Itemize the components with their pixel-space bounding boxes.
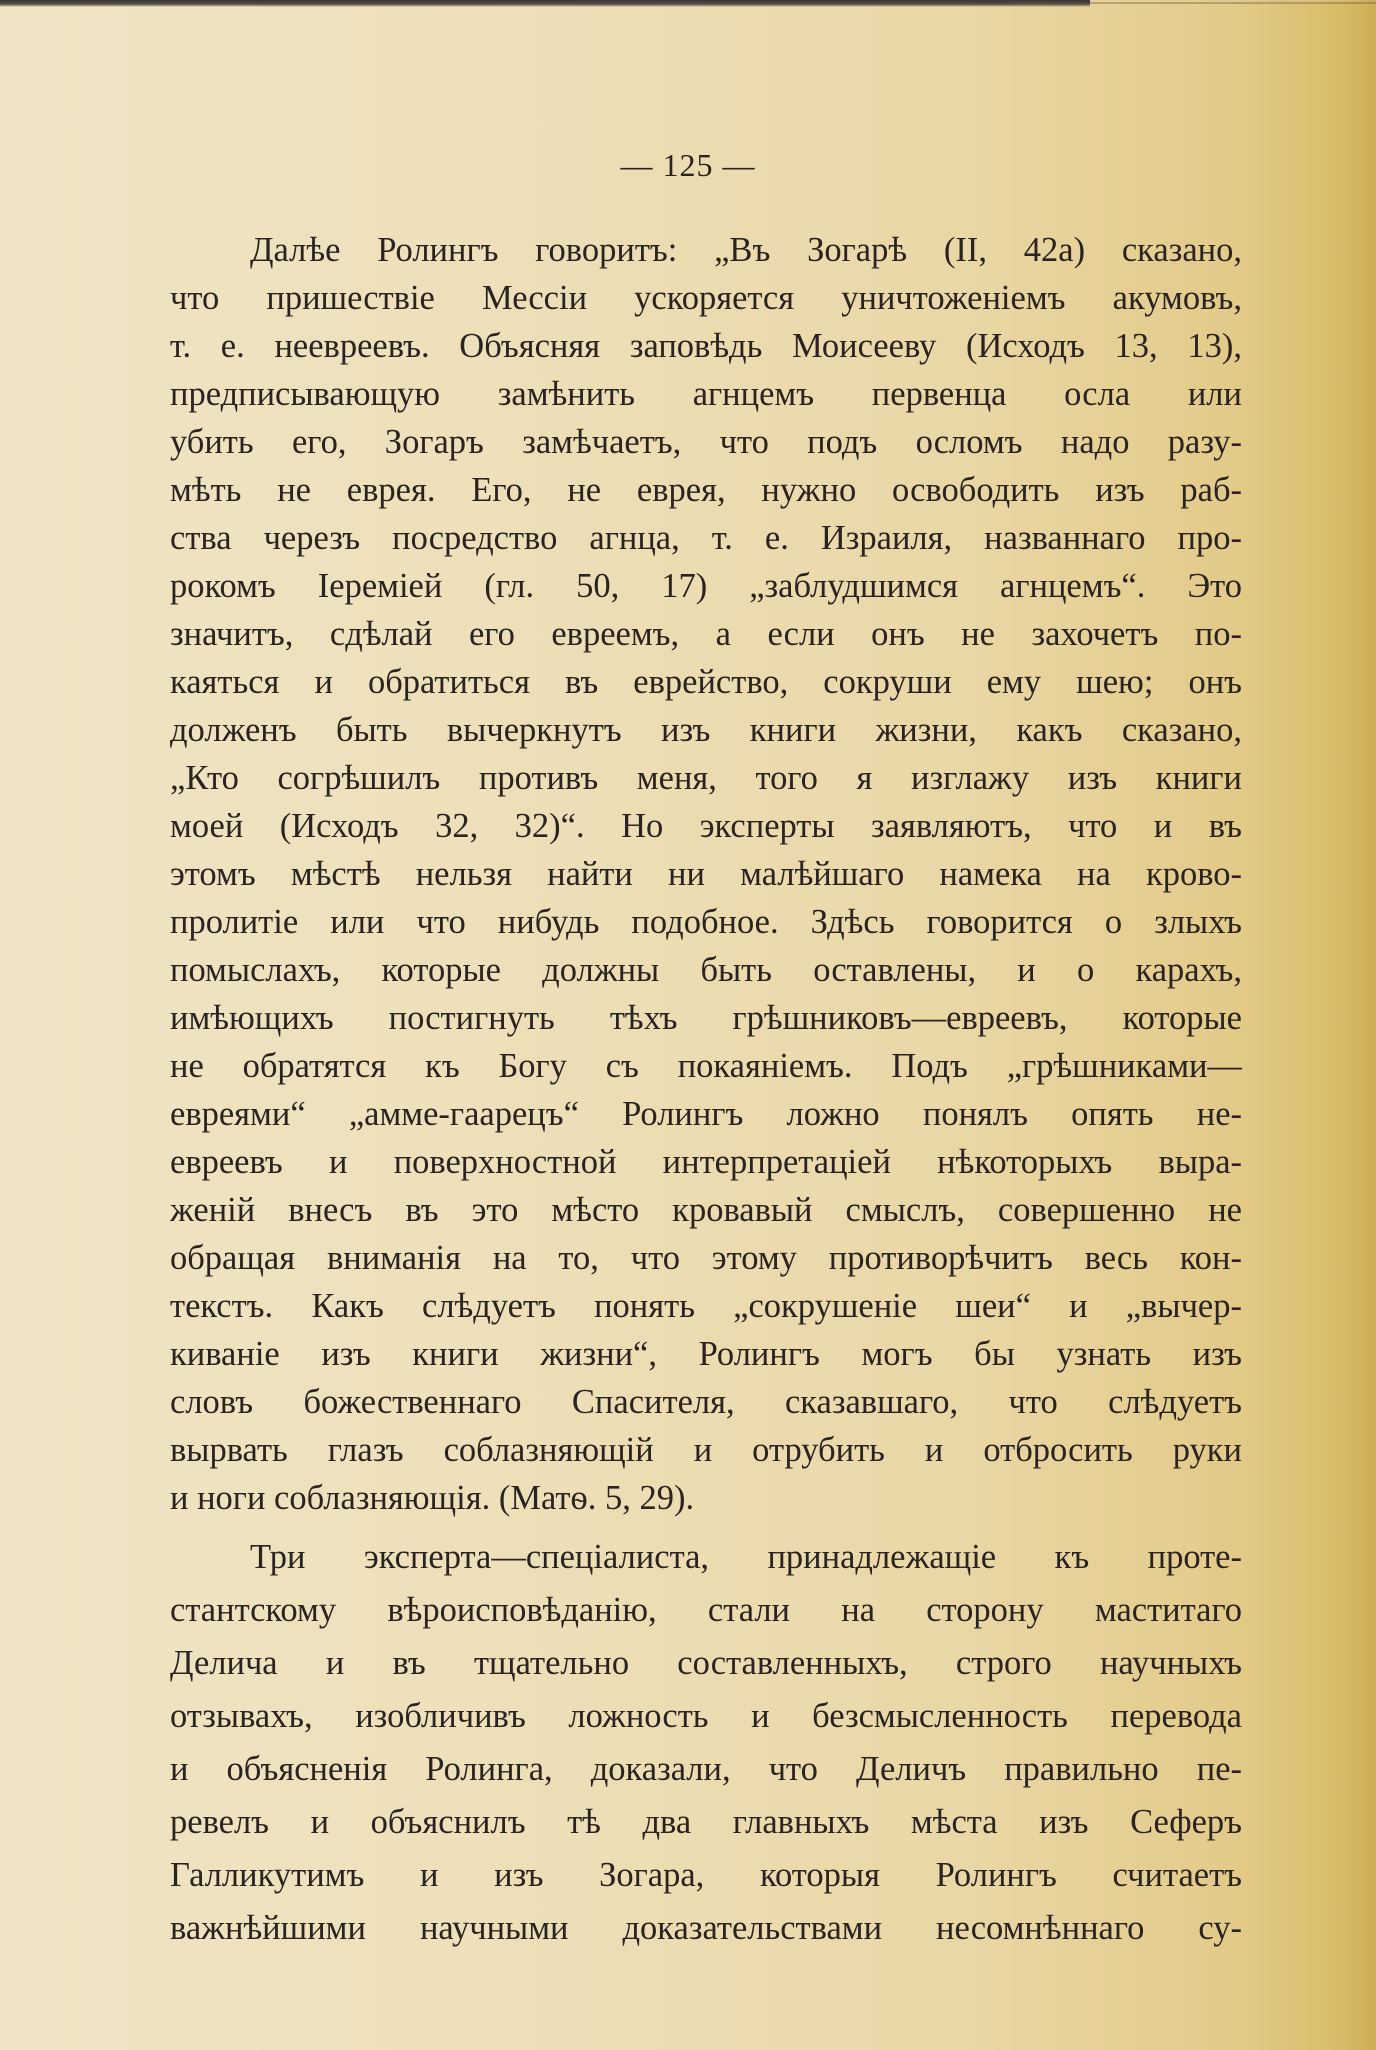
paragraph-2: [170, 1531, 1242, 1955]
text-line: и ноги соблазняющія. (Матѳ. 5, 29).: [170, 1479, 695, 1517]
text-line: моей (Исходъ 32, 32)“. Но эксперты заявляютъ, что и въ: [170, 807, 1242, 845]
text-line: этомъ мѣстѣ нельзя найти ни малѣйшаго намека на крово-: [170, 855, 1242, 893]
text-line: пролитіе или что нибудь подобное. Здѣсь говорится о злыхъ: [170, 903, 1242, 941]
text-line: т. е. неевреевъ. Объясняя заповѣдь Моисееву (Исходъ 13, 13),: [170, 327, 1242, 365]
paragraph-1: [170, 226, 1242, 1522]
text-line: „Кто согрѣшилъ противъ меня, того я изглажу изъ книги: [170, 759, 1242, 797]
text-line: вырвать глазъ соблазняющій и отрубить и отбросить руки: [170, 1431, 1242, 1469]
text-line: рокомъ Іереміей (гл. 50, 17) „заблудшимся агнцемъ“. Это: [170, 567, 1242, 605]
text-line: Галликутимъ и изъ Зогара, которыя Ролингъ считаетъ: [170, 1856, 1242, 1894]
text-line: евреями“ „амме-гаарецъ“ Ролингъ ложно понялъ опять не-: [170, 1095, 1242, 1133]
text-line: киваніе изъ книги жизни“, Ролингъ могъ бы узнать изъ: [170, 1335, 1242, 1373]
text-line: отзывахъ, изобличивъ ложность и безсмысленность перевода: [170, 1697, 1242, 1735]
top-border-edge: [1090, 2, 1376, 4]
text-line: имѣющихъ постигнуть тѣхъ грѣшниковъ—евреевъ, которые: [170, 999, 1242, 1037]
text-line: убить его, Зогаръ замѣчаетъ, что подъ осломъ надо разу-: [170, 423, 1242, 461]
text-line: каяться и обратиться въ еврейство, сокруши ему шею; онъ: [170, 663, 1242, 701]
text-line: обращая вниманія на то, что этому противорѣчитъ весь кон-: [170, 1239, 1242, 1277]
text-line: предписывающую замѣнить агнцемъ первенца осла или: [170, 375, 1242, 413]
text-line: ревелъ и объяснилъ тѣ два главныхъ мѣста изъ Сеферъ: [170, 1803, 1242, 1841]
text-line: долженъ быть вычеркнутъ изъ книги жизни, какъ сказано,: [170, 711, 1242, 749]
text-line: ства черезъ посредство агнца, т. е. Израиля, названнаго про-: [170, 519, 1242, 557]
text-line: важнѣйшими научными доказательствами несомнѣннаго су-: [170, 1909, 1242, 1947]
text-line: стантскому вѣроисповѣданію, стали на сторону маститаго: [170, 1591, 1242, 1629]
text-line: текстъ. Какъ слѣдуетъ понять „сокрушеніе шеи“ и „вычер-: [170, 1287, 1242, 1325]
text-line: Три эксперта—спеціалиста, принадлежащіе къ проте-: [250, 1538, 1242, 1576]
text-line: словъ божественнаго Спасителя, сказавшаго, что слѣдуетъ: [170, 1383, 1242, 1421]
text-line: значитъ, сдѣлай его евреемъ, а если онъ не захочетъ по-: [170, 615, 1242, 653]
page-number: — 125 —: [620, 147, 756, 183]
text-line: мѣть не еврея. Его, не еврея, нужно освободить изъ раб-: [170, 471, 1242, 509]
text-line: Делича и въ тщательно составленныхъ, строго научныхъ: [170, 1644, 1242, 1682]
text-line: не обратятся къ Богу съ покаяніемъ. Подъ „грѣшниками—: [170, 1047, 1242, 1085]
top-border: [0, 0, 1090, 7]
text-line: женій внесъ въ это мѣсто кровавый смыслъ, совершенно не: [170, 1191, 1242, 1229]
text-line: и объясненія Ролинга, доказали, что Деличъ правильно пе-: [170, 1750, 1242, 1788]
text-line: помыслахъ, которые должны быть оставлены, и о карахъ,: [170, 951, 1242, 989]
text-line: Далѣе Ролингъ говоритъ: „Въ Зогарѣ (II, 42a) сказано,: [250, 231, 1242, 269]
text-line: евреевъ и поверхностной интерпретаціей нѣкоторыхъ выра-: [170, 1143, 1242, 1181]
text-line: что пришествіе Мессіи ускоряется уничтоженіемъ акумовъ,: [170, 279, 1242, 317]
